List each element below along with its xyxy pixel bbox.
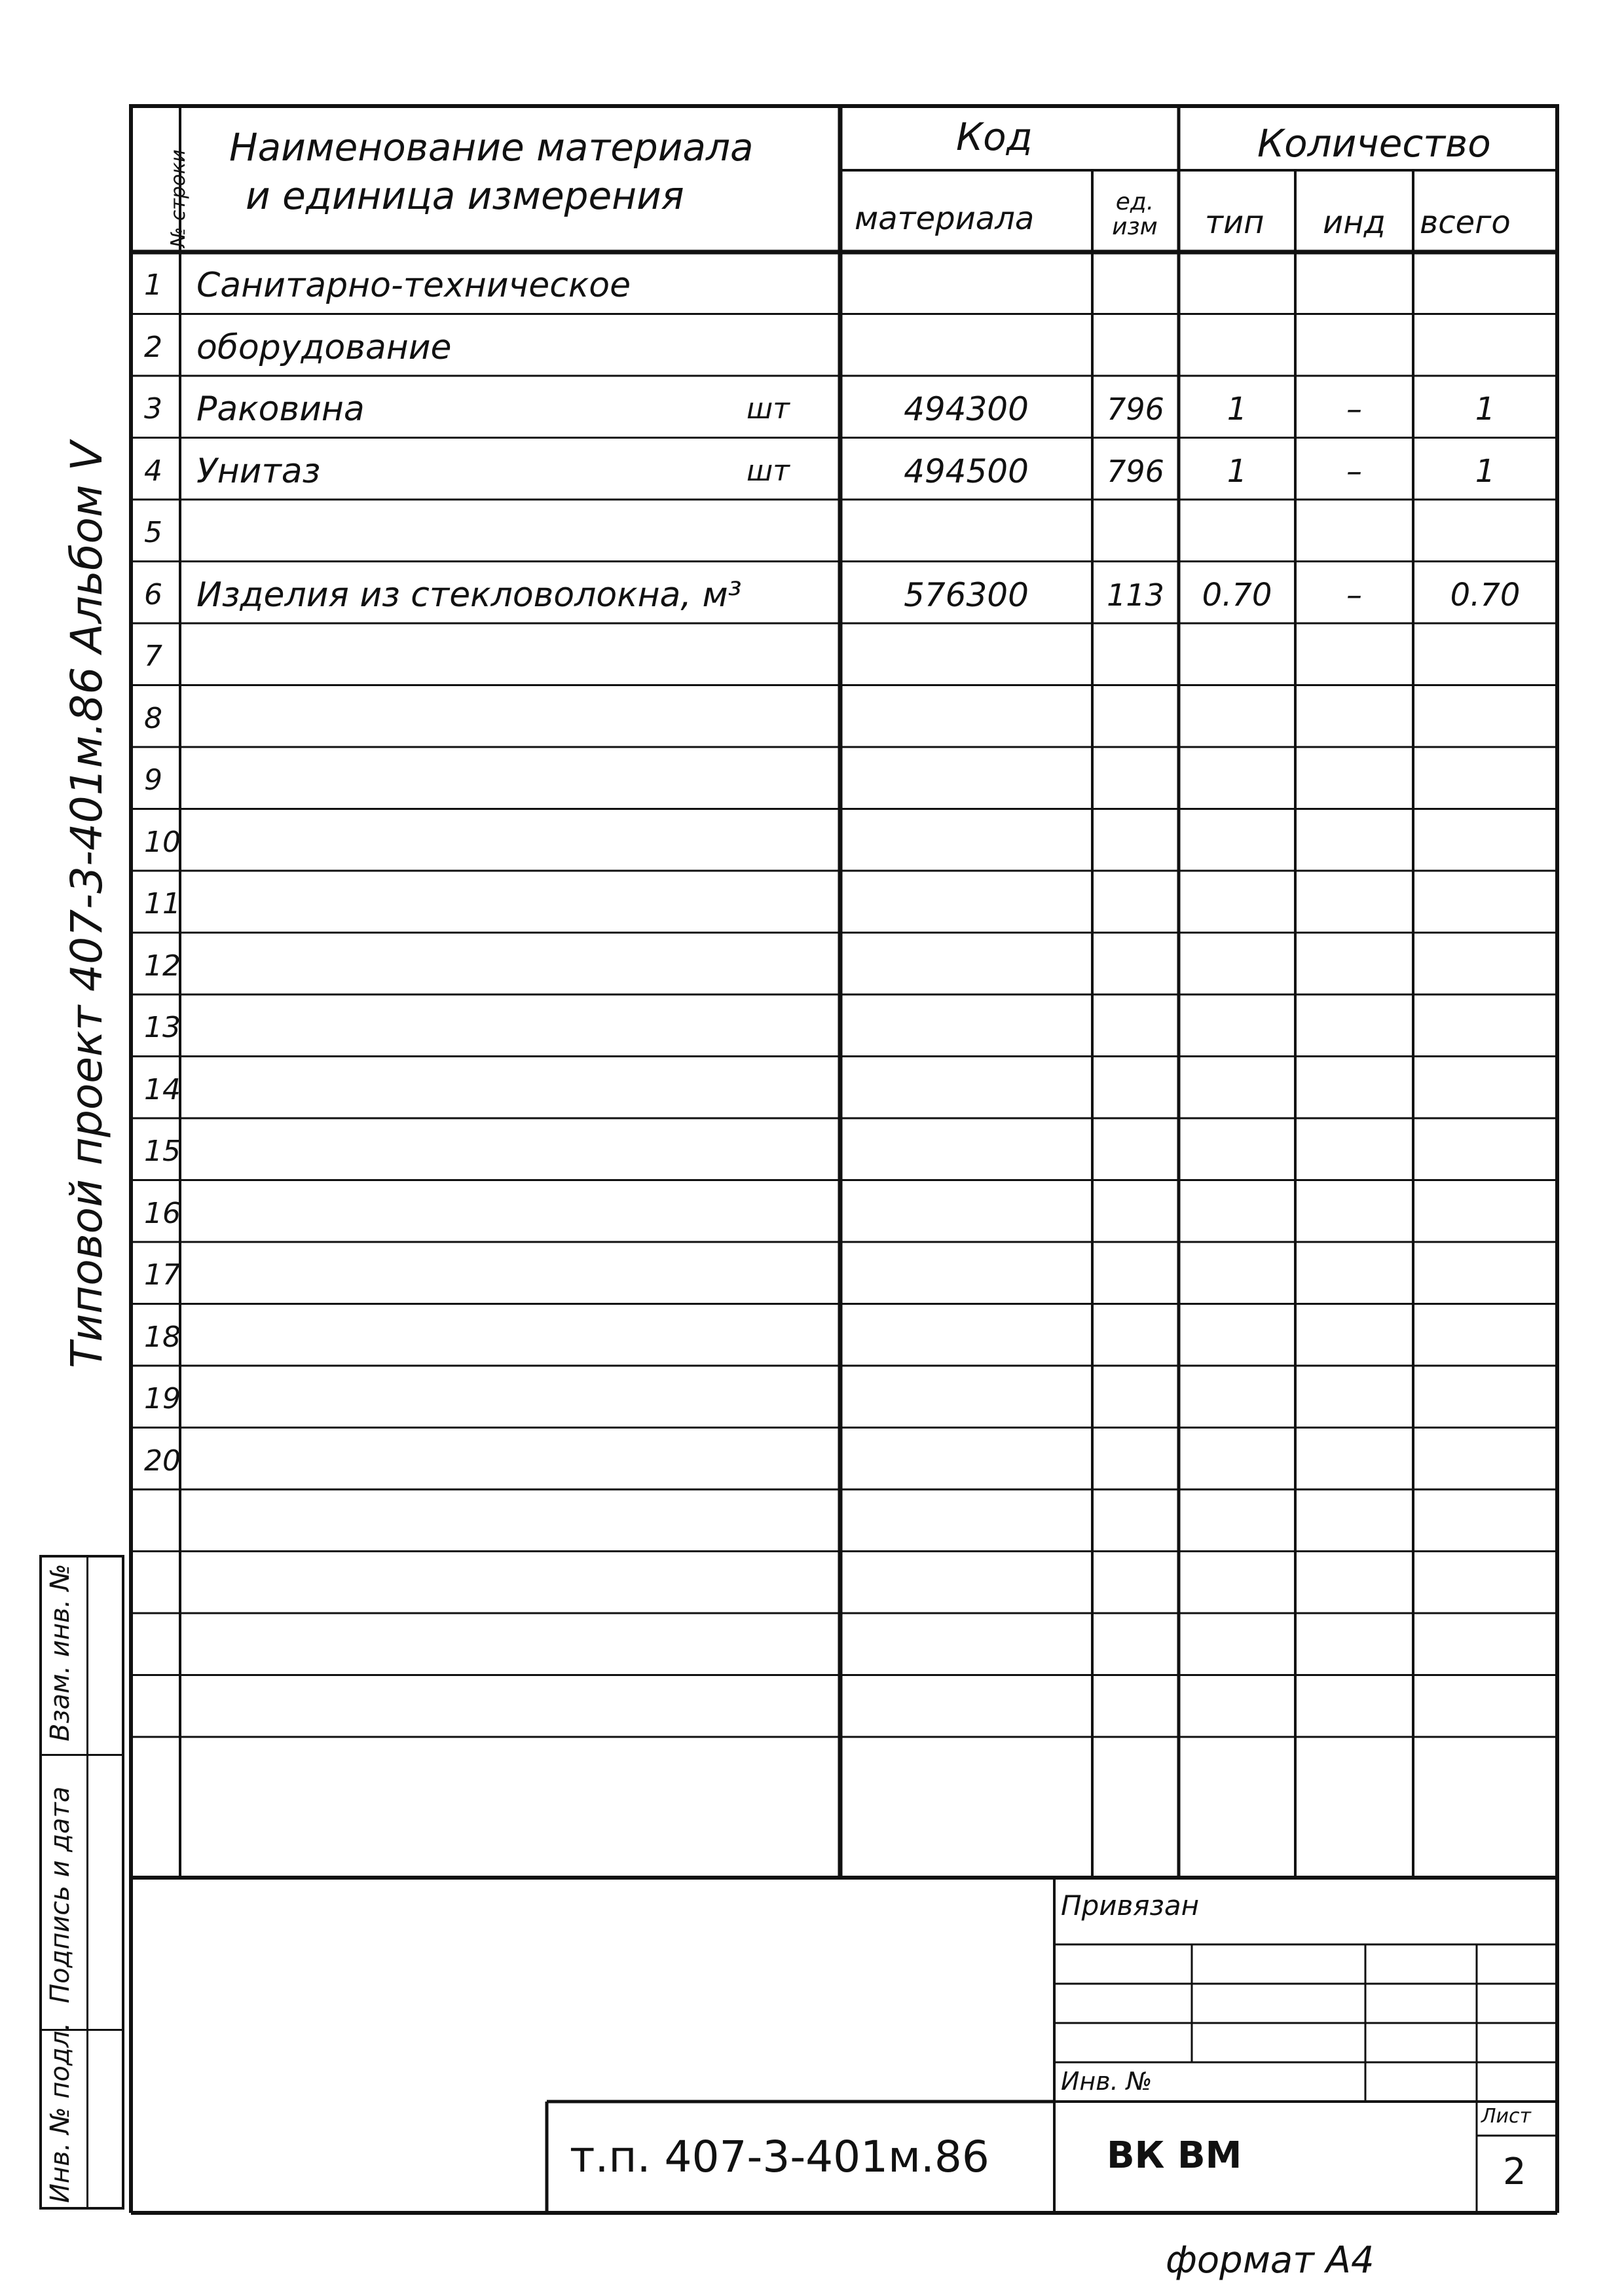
row-qty-ind-cell: – [1346,576,1362,613]
row-unit-cell: шт [747,454,790,488]
row-qty-ind-cell: – [1346,452,1362,490]
sheet-label: Лист [1481,2105,1532,2128]
header-quantity: Количество [1257,121,1491,166]
document-code: ВК ВМ [1107,2134,1242,2177]
row-number-cell: 12 [144,949,181,983]
header-qty-ind: инд [1323,204,1386,241]
inv-no-label: Инв. № [1061,2067,1153,2096]
row-number-cell: 6 [144,577,162,611]
row-qty-typ-cell: 1 [1227,391,1247,428]
row-number-cell: 20 [144,1444,181,1478]
row-number-cell: 8 [144,701,162,735]
row-qty-total-cell: 1 [1475,452,1496,490]
header-row-number: № строки [167,149,190,247]
row-qty-total-cell: 0.70 [1450,576,1521,613]
row-unit-code-cell: 113 [1107,577,1164,613]
row-number-cell: 15 [144,1135,181,1169]
row-name-cell: Раковина [196,390,365,429]
row-number-cell: 10 [144,825,181,859]
document-designation: т.п. 407-3-401м.86 [570,2132,989,2182]
row-name-cell: Изделия из стекловолокна, м³ [196,575,742,615]
row-number-cell: 11 [144,887,181,921]
row-material-code-cell: 494300 [904,390,1029,429]
side-caption: Типовой проект 407-3-401м.86 Альбом V [62,441,112,1368]
row-number-cell: 4 [144,454,162,488]
header-code-unit: ед. изм [1112,189,1158,240]
header-code: Код [956,115,1033,159]
row-number-cell: 5 [144,516,162,550]
row-number-cell: 17 [144,1258,181,1292]
row-number-cell: 16 [144,1196,181,1230]
row-number-cell: 1 [144,268,162,302]
format-note: формат А4 [1166,2239,1375,2282]
row-number-cell: 19 [144,1382,181,1416]
header-qty-typ: тип [1205,204,1264,241]
row-name-cell: Унитаз [196,451,321,491]
header-qty-total: всего [1420,204,1511,241]
row-unit-code-cell: 796 [1107,453,1164,489]
row-number-cell: 14 [144,1072,181,1106]
row-name-cell: Санитарно-техническое [196,266,631,306]
row-number-cell: 18 [144,1320,181,1354]
row-material-code-cell: 494500 [904,452,1029,490]
row-unit-code-cell: 796 [1107,392,1164,428]
header-name-line1: Наименование материала [229,125,754,170]
row-number-cell: 9 [144,763,162,797]
row-unit-cell: шт [747,392,790,426]
row-number-cell: 7 [144,640,162,674]
inv-podl-label: Инв. № подл. [45,2022,75,2203]
row-number-cell: 13 [144,1011,181,1045]
header-name-line2: и единица измерения [246,173,684,218]
row-material-code-cell: 576300 [904,575,1029,614]
sheet-number: 2 [1503,2151,1526,2193]
row-qty-ind-cell: – [1346,391,1362,428]
row-name-cell: оборудование [196,327,452,367]
podpis-data-label: Подпись и дата [45,1786,75,2003]
row-qty-typ-cell: 0.70 [1202,576,1272,613]
row-number-cell: 3 [144,392,162,426]
privyazan-label: Привязан [1061,1889,1200,1922]
row-number-cell: 2 [144,330,162,364]
row-qty-total-cell: 1 [1475,391,1496,428]
row-qty-typ-cell: 1 [1227,452,1247,490]
header-code-material: материала [855,200,1035,237]
vzam-inv-label: Взам. инв. № [45,1563,75,1741]
